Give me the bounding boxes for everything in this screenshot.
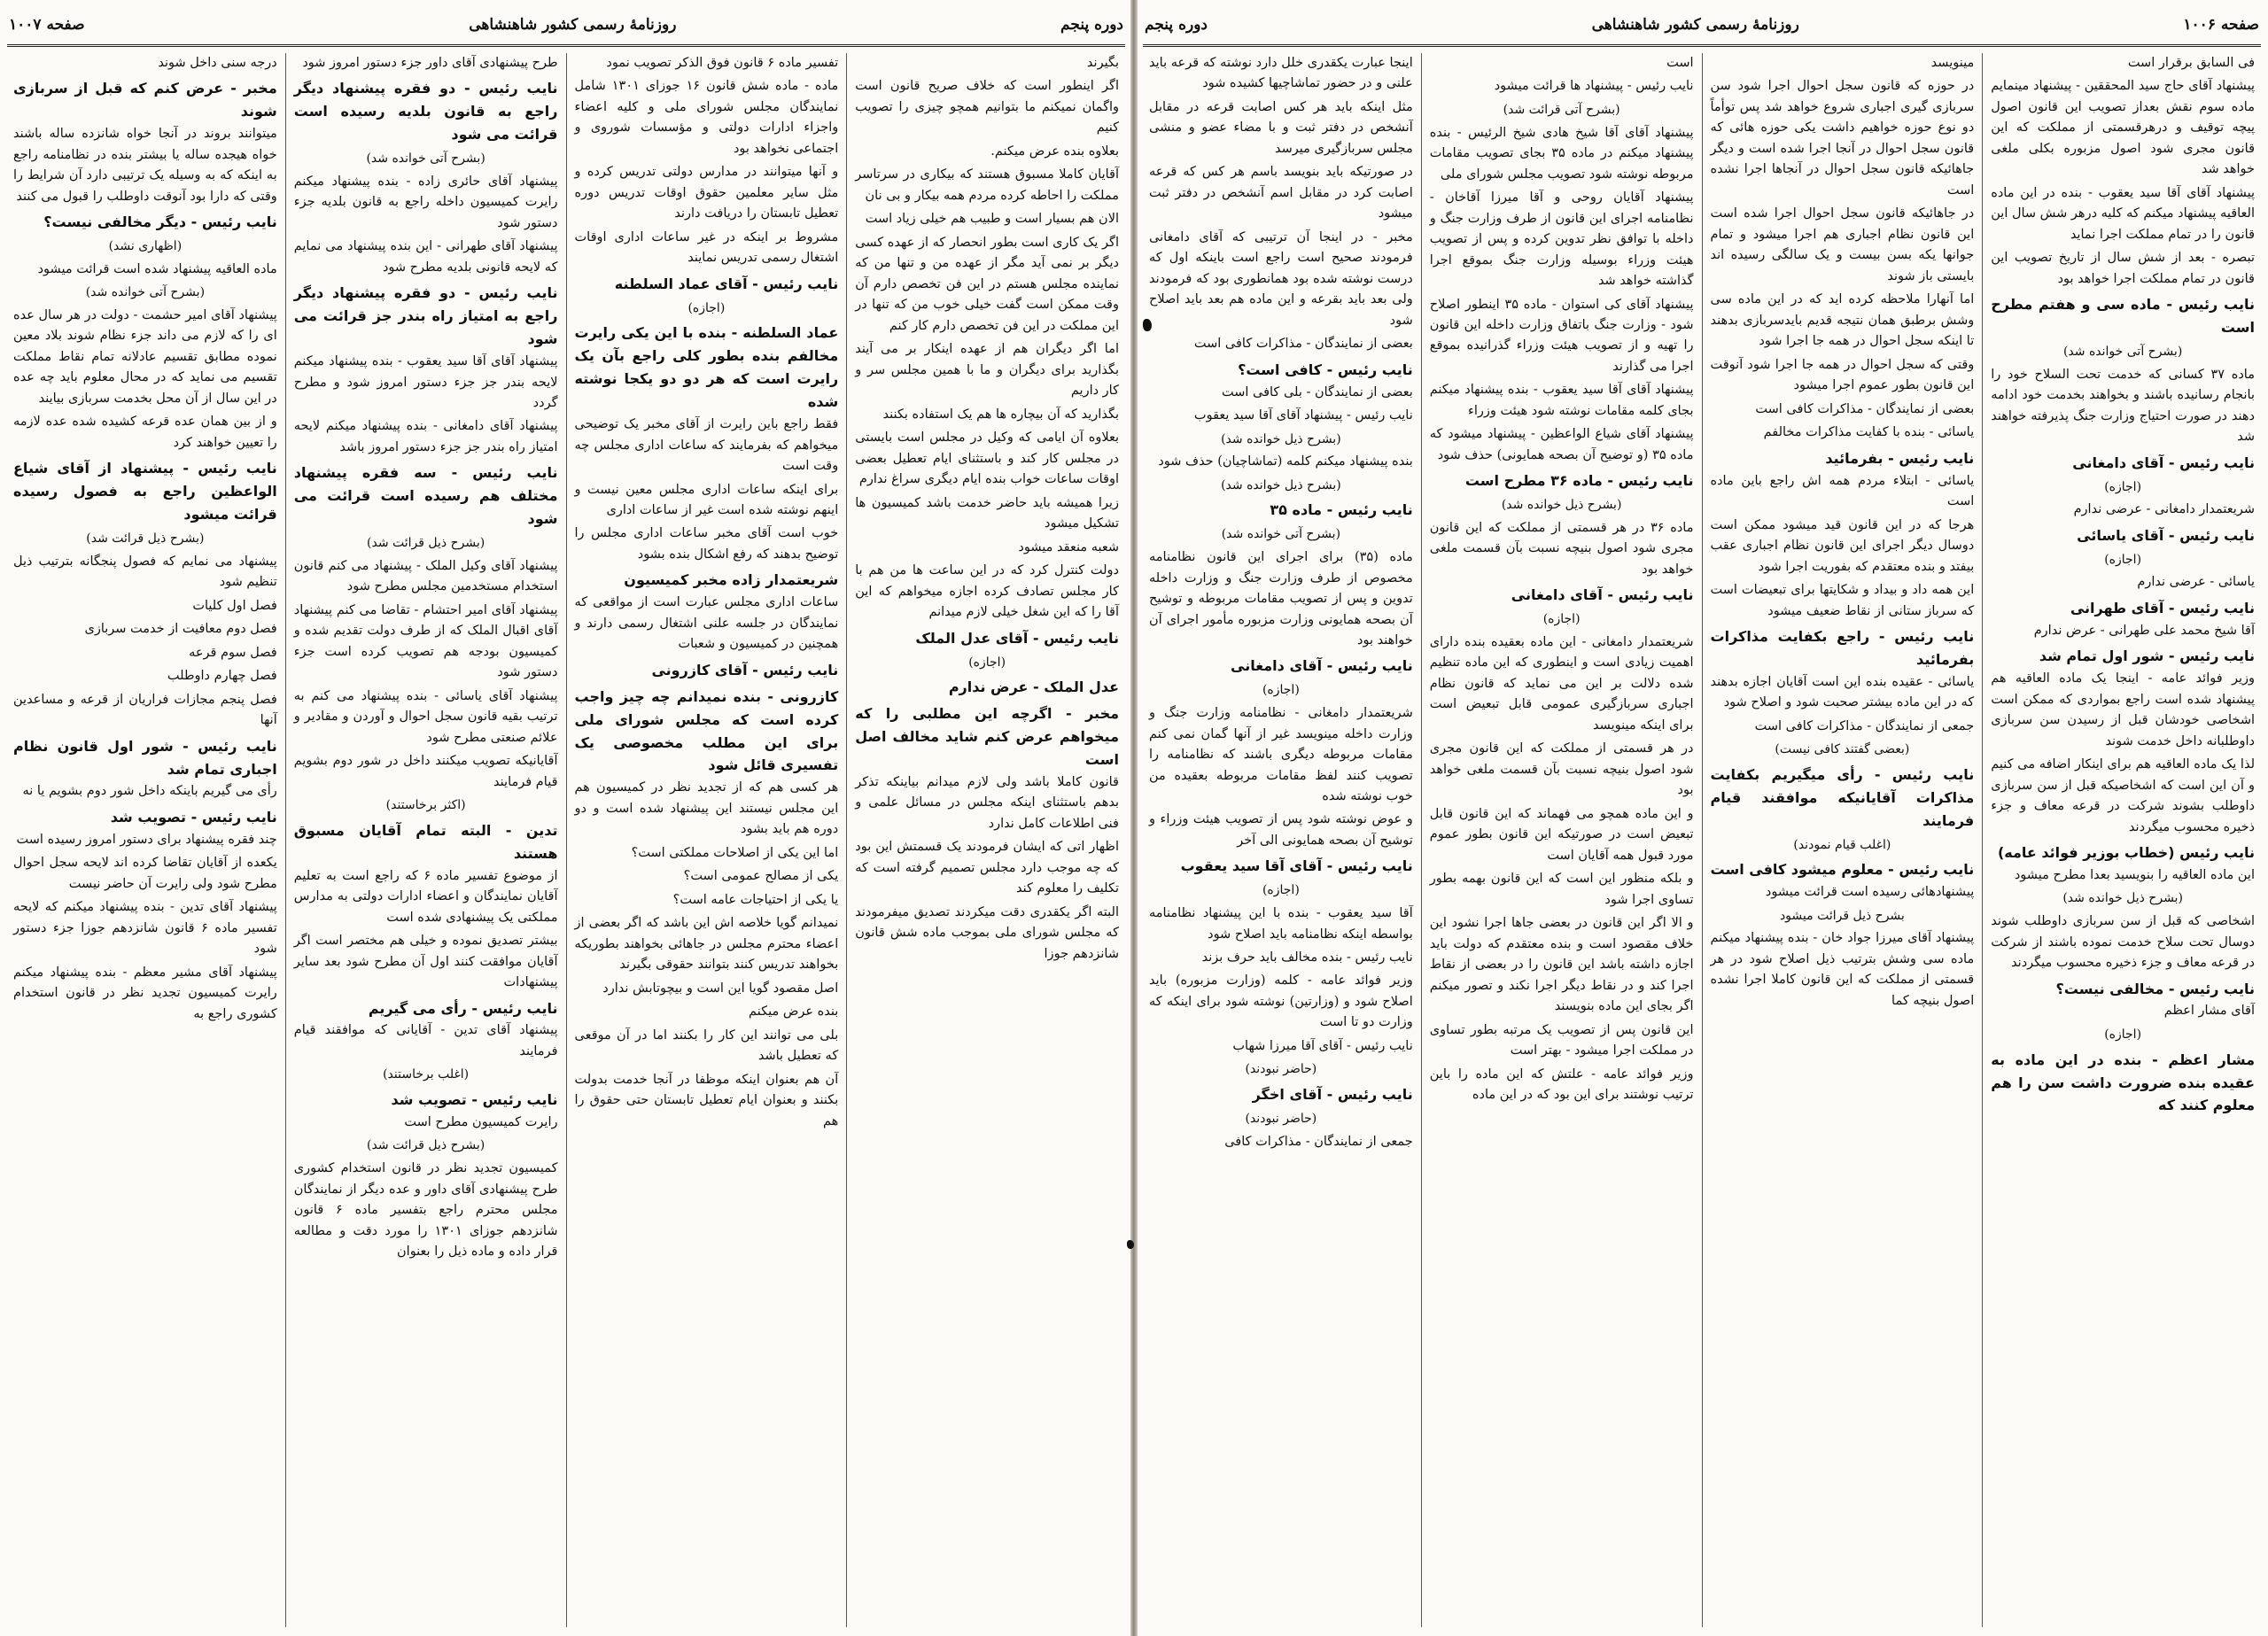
paragraph: و این ماده همچو می فهماند که این قانون قابل تبعیض است در صورتیکه این قانون بطور عموم مورد قبول همه آقایان است	[1429, 806, 1694, 863]
paragraph: در هر قسمتی از مملکت که این قانون مجری شود اصول بنیچه نسبت بآن قسمت ملغی خواهد بود	[1429, 741, 1694, 798]
right-page-number: صفحه ۱۰۰۶	[2183, 16, 2259, 34]
paragraph: یکعده از آقایان تقاضا کرده اند لایحه سجل احوال مطرح شود ولی رایرت آن حاضر نیست	[13, 856, 277, 891]
speaker-heading: نایب رئیس - ماده سی و هفتم مطرح است	[1991, 296, 2255, 337]
procedural-note: (اجازه)	[1262, 883, 1300, 898]
paragraph: فصل اول کلیات	[192, 598, 277, 613]
paragraph: و عوض نوشته شود پس از تصویب هیئت وزراء و توشیح آن بصحه همایونی الی آخر	[1149, 812, 1413, 848]
paragraph: در حوزه که قانون سجل احوال اجرا شود سن سربازی گیری اجباری شروع خواهد شد پس توأماً دو نوع حوزه خواهیم داشت یکی حوزه هائی که قانون سجل احوال در آنجا اجرا شده است و دیگر جاهائیکه قانون سجل احوال در آنجاها اجرا نشده است	[1710, 79, 1975, 198]
paragraph: یاسائی - ابتلاء مردم همه اش راجع باین ماده است	[1710, 473, 1975, 509]
speaker-heading: نایب رئیس - آقای عماد السلطنه	[614, 275, 839, 292]
procedural-note: (بشرح آتی قرائت شد)	[1503, 102, 1620, 117]
left-newspaper-title: روزنامهٔ رسمی کشور شاهنشاهی	[469, 16, 677, 34]
procedural-note: (بشرح ذیل خوانده شد)	[2062, 891, 2183, 906]
right-columns	[1141, 53, 2263, 1627]
paragraph: الان هم بسیار است و طبیب هم خیلی زیاد است	[865, 212, 1119, 227]
speaker-heading: نایب رئیس - آقای طهرانی	[2070, 599, 2255, 616]
paragraph: فصل چهارم داوطلب	[167, 669, 277, 684]
text-column	[1702, 53, 1983, 1627]
paragraph: پیشنهاد آقای شیاع الواعظین - پیشنهاد میشود که ماده ۳۵ (و توضیح آن بصحه همایونی) حذف شود	[1429, 427, 1694, 462]
speaker-heading: شریعتمدار زاده مخبر کمیسیون	[624, 571, 839, 589]
paragraph: پیشنهاد آقای یاسائی - بنده پیشنهاد می کنم به ترتیب بقیه قانون سجل احوال و آوردن و مقادیر و علائم صنعتی مطرح شود	[293, 688, 558, 745]
paragraph: پیشنهاد آقای امیر احتشام - تقاضا می کنم پیشنهاد آقای اقبال الملک که از طرف دولت تقدیم شده و کمیسیون بودجه هم تصویب کرده است جزء دستور شود	[293, 602, 558, 680]
speaker-heading: کازرونی - بنده نمیدانم چه چیز واجب کرده است که مجلس شورای ملی برای این مطلب مخصوصی یک تفسیری قائل شود	[574, 687, 839, 774]
paragraph: پیشنهاد آقای کی استوان - ماده ۳۵ اینطور اصلاح شود - وزارت جنگ باتفاق وزارت داخله این قانون را تهیه و از تصویب هیئت وزراء گذرانیده بموقع اجرا می گذارند	[1429, 297, 1694, 374]
speaker-heading: نایب رئیس - آقای عدل الملک	[915, 629, 1119, 647]
paragraph: پیشنهاد آقای امیر حشمت - دولت در هر سال عده ای را که لازم می داند جزء نظام شوند بلاد معین نموده مطابق تقسیم عادلانه تمام نقاط مملکت تقسیم می نماید که در محال معلوم باید چه عده در این سال از آن محل بخدمت سربازی بیایند	[13, 307, 277, 406]
procedural-note: (بشرح آتی خوانده شد)	[366, 151, 485, 167]
procedural-note: (اغلب برخاستند)	[383, 1067, 470, 1082]
paragraph: پیشنهاد آقای طهرانی - این بنده پیشنهاد می نمایم که لایحه قانونی بلدیه مطرح شود	[293, 239, 558, 275]
paragraph: فصل پنجم مجازات فراریان از قرعه و مساعدین آنها	[13, 692, 277, 728]
paragraph: اما آنهارا ملاحظه کرده اید که در این ماده سی وشش برطبق همان نتیجه قدیم بایدسربازی بدهند تا اینکه سجل احوال در همه جا اجرا شود	[1710, 292, 1975, 349]
speaker-heading: نایب رئیس - رأی میگیریم بکفایت مذاکرات آقایانیکه موافقند قیام فرمایند	[1710, 765, 1975, 829]
paragraph: شریعتمدار دامغانی - نظامنامه وزارت جنگ و وزارت داخله مینویسد غیر از آنها گمان نمی کنم مقامات مربوطه دیگری باشند که نظامنامه را تصویب کنند لفظ مقامات مربوطه بعقیده من خوب نوشته شده	[1149, 706, 1413, 803]
speaker-heading: نایب رئیس - پیشنهاد از آقای شیاع الواعظین راجع به فصول رسیده قرائت میشود	[13, 460, 277, 523]
text-column	[5, 53, 285, 1627]
procedural-note: (بشرح ذیل قرائت شد)	[367, 1138, 485, 1153]
procedural-note: (بعضی گفتند کافی نیست)	[1775, 742, 1910, 757]
paragraph: پیشنهاد آقای آقا سید یعقوب - بنده در این ماده العاقیه پیشنهاد میکنم که کلیه درهر شش سال این قانون را در تمام مملکت اجرا نماید	[1991, 185, 2255, 242]
paragraph: پیشنهاد آقای مشیر معظم - بنده پیشنهاد میکنم رایرت کمیسیون تجدید نظر در قانون استخدام کشوری راجع به	[13, 965, 277, 1021]
paragraph: فصل سوم قرعه	[189, 645, 277, 660]
paragraph: مثل اینکه باید هر کس اصابت قرعه در مقابل آنشخص در دفتر ثبت و با مضاء عضو و منشی مجلس سربازگیری میرسد	[1149, 99, 1413, 156]
speaker-heading: نایب رئیس - دیگر مخالفی نیست؟	[43, 213, 277, 231]
paragraph: پیشنهاد آقایان روحی و آقا میرزا آقاخان - نظامنامه اجرای این قانون از طرف وزارت جنگ و داخله با توافق نظر تدوین کرده و پس از تصویب هیئت وزراء بوسیله وزارت جنگ بموقع اجرا گذاشته خواهد شد	[1429, 190, 1694, 289]
speaker-heading: عدل الملک - عرض ندارم	[948, 678, 1119, 696]
procedural-note: (بشرح ذیل قرائت شد)	[367, 536, 485, 551]
speaker-heading: مخبر - عرض کنم که قبل از سربازی شوند	[13, 80, 277, 120]
paragraph: دولت کنترل کرد که در این ساعت ها من هم با کار مجلس تصادف کرده اجازه میخواهم که این آقا را که این شغل خیلی لازم میدانم	[855, 563, 1119, 620]
paragraph: پیشنهاد آقای تدین - آقایانی که موافقند قیام فرمایند	[293, 1023, 558, 1058]
paragraph: مینویسد	[1930, 56, 1975, 70]
paragraph: پیشنهاد آقای میرزا جواد خان - بنده پیشنهاد میکنم ماده سی وشش بترتیب ذیل اصلاح شود در هر قسمتی از مملکت که این قانون کاملا اجرا نشده اصول بنیچه کما	[1710, 931, 1975, 1008]
left-page-number: صفحه ۱۰۰۷	[9, 16, 85, 34]
left-period-label: دوره پنجم	[1060, 16, 1123, 34]
paragraph: اظهار اتی که ایشان فرمودند یک قسمتش این بود که چه موجب دارد مجلس تصمیم گرفته است که تکلیف را معلوم کند	[855, 840, 1119, 896]
paragraph: اصل مقصود گویا این است و بیچوتابش ندارد	[602, 981, 839, 996]
procedural-note: (اجازه)	[687, 300, 726, 315]
paragraph: فی السابق برقرار است	[2127, 56, 2255, 70]
procedural-note: (بشرح آتی خوانده شد)	[2062, 345, 2183, 360]
paragraph: در جاهائیکه قانون سجل احوال اجرا شده است این قانون نظام اجباری هم اجرا میشود و تمام جوانها یکه بسن بیست و یک سالگی رسیده اند بایستی باز شوند	[1710, 206, 1975, 283]
paragraph: این همه داد و بیداد و شکایتها برای تبعیضات است که سرباز ستانی از نقاط ضعیف میشود	[1710, 583, 1975, 618]
paragraph: نایب رئیس - پیشنهاد آقای آقا سید یعقوب	[1193, 408, 1413, 423]
paragraph: خوب است آقای مخبر ساعات اداری مجلس را توضیح بدهند که رفع اشکال بنده بشود	[574, 526, 839, 562]
paragraph: مخبر - در اینجا آن ترتیبی که آقای دامغانی فرمودند صحیح است راجع است باینکه اول که درست نوشته شده بود همانطوری بود که فرمودند ولی بعد باید بقرعه و این ماده هم بعد باید اصلاح شود	[1149, 229, 1413, 328]
paragraph: پیشنهاد آقای آقا سید یعقوب - بنده پیشنهاد میکنم لایحه بندر جز جزء دستور امروز شود و مطرح گردد	[293, 354, 558, 410]
speaker-heading: نایب رئیس - ماده ۳۵	[1270, 501, 1413, 519]
speaker-heading: نایب رئیس - بفرمائید	[1825, 449, 1975, 467]
paragraph: ماده العاقیه پیشنهاد شده است قرائت میشود	[37, 261, 277, 276]
paragraph: ساعات اداری مجلس عبارت است از مواقعی که نمایندگان در جلسه علنی اشتغال رسمی دارند و همچنین در کمیسیون و شعبات	[574, 595, 839, 652]
paragraph: و از بین همان عده قرعه کشیده شده عده لازمه را تعیین خواهند کرد	[13, 415, 277, 450]
text-column	[846, 53, 1127, 1627]
paragraph: اما این یکی از اصلاحات مملکتی است؟	[631, 845, 839, 860]
speaker-heading: نایب رئیس - شور اول تمام شد	[2039, 647, 2255, 665]
ink-blot-mark	[1143, 319, 1152, 331]
paragraph: وقتی که سجل احوال در همه جا اجرا شود آنوقت این قانون بطور عموم اجرا میشود	[1710, 357, 1975, 393]
paragraph: ماده ۳۷ کسانی که خدمت تحت السلاح خود را بانجام رسانیده باشند و بخواهند بخدمت خود ادامه دهند در صورت احتیاج وزارت جنگ پذیرفته خواهند شد	[1991, 367, 2255, 445]
left-page	[0, 0, 1132, 1636]
paragraph: اینجا عبارت یکقدری خلل دارد نوشته که قرعه باید علنی و در حضور تماشاچیها کشیده شود	[1149, 56, 1413, 91]
paragraph: تبصره - بعد از شش سال از تاریخ تصویب این قانون در تمام مملکت اجرا خواهد بود	[1991, 251, 2255, 286]
paragraph: است	[1666, 56, 1694, 70]
paragraph: لذا یک ماده العاقیه هم برای اینکار اضافه می کنیم و آن این است که اشخاصیکه قبل از سن سربازی داوطلب بشوند شرکت در قرعه معاف و جزء ذخیره محسوب میگردند	[1991, 757, 2255, 834]
paragraph: شعبه منعقد میشود	[1018, 539, 1119, 554]
paragraph: جمعی از نمایندگان - مذاکرات کافی است	[1754, 718, 1975, 733]
paragraph: یا یکی از احتیاجات عامه است؟	[672, 892, 839, 907]
paragraph: هر کسی هم که از تجدید نظر در کمیسیون هم این مجلس نیستند این پیشنهاد شده است و دو دوره هم باید بشود	[574, 780, 839, 837]
paragraph: مشروط بر اینکه در غیر ساعات اداری اوقات اشتغال رسمی تدریس نمایند	[574, 229, 839, 266]
paragraph: پیشنهاد آقای حائری زاده - بنده پیشنهاد میکنم رایرت کمیسیون داخله راجع به قانون بلدیه جزء دستور شود	[293, 174, 558, 230]
paragraph: و الا اگر این قانون در بعضی جاها اجرا نشود این خلاف مقصود است و بنده معتقدم که دولت باید اجازه داشته باشد این قانون را در بعضی از نقاط اجرا کند و در نقاط دیگر اجرا نکند و تصور میکنم اگر بجای این ماده بنویسند	[1429, 916, 1694, 1014]
paragraph: فقط راجع باین رایرت از آقای مخبر یک توضیحی میخواهم که بفرمایند که ساعات اداری مجلس چه وقت است	[574, 417, 839, 474]
procedural-note: (اجازه)	[968, 655, 1006, 670]
right-header-rule	[1143, 44, 2261, 47]
right-page-header	[1145, 7, 2259, 43]
paragraph: وزیر فوائد عامه - کلمه (وزارت مزبوره) باید اصلاح شود و (وزارتین) نوشته شود برای اینکه که وزارت دو تا است	[1149, 973, 1413, 1030]
paragraph: البته اگر یکقدری دقت میکردند تصدیق میفرمودند که مجلس شورای ملی بموجب ماده شش قانون شانزدهم جوزا	[855, 904, 1119, 961]
paragraph: نمیدانم گویا خلاصه اش این باشد که اگر بعضی از اعضاء محترم مجلس در جاهائی بخواهند بطوریکه بخواهند تدریس کنند بتوانند حقوقی بگیرند	[574, 916, 839, 973]
paragraph: هرجا که در این قانون قید میشود ممکن است دوسال دیگر اجرای این قانون نظام اجباری عقب بیفتد و بنده معتقدم که بفوریت اجرا شود	[1710, 517, 1975, 574]
paragraph: رأی می گیریم باینکه داخل شور دوم بشویم یا نه	[22, 784, 277, 799]
paragraph: پیشنهاد آقای دامغانی - بنده پیشنهاد میکنم لایحه امتیاز راه بندر جز جزء دستور امروز باشد	[293, 419, 558, 454]
speaker-heading: نایب رئیس - آقای آقا سید یعقوب	[1180, 857, 1413, 875]
speaker-heading: نایب رئیس - دو فقره پیشنهاد دیگر راجع به امتیاز راه بندر جز قرائت می شود	[293, 284, 558, 348]
paragraph: این قانون پس از تصویب یک مرتبه بطور تساوی در مملکت اجرا میشود - بهتر است	[1429, 1022, 1694, 1058]
procedural-note: (اجازه)	[1542, 612, 1581, 627]
speaker-heading: نایب رئیس - شور اول قانون نظام اجباری تمام شد	[13, 737, 277, 778]
procedural-note: (اجازه)	[2104, 479, 2142, 494]
paragraph: بنده پیشنهاد میکنم کلمه (تماشاچیان) حذف شود	[1158, 454, 1413, 469]
right-page	[1136, 0, 2268, 1636]
speaker-heading: نایب رئیس - آقای اخگر	[1252, 1086, 1413, 1104]
speaker-heading: نایب رئیس - راجع بکفایت مذاکرات بفرمائید	[1710, 628, 1975, 668]
paragraph: قانون کاملا باشد ولی لازم میدانم بیاینکه تذکر بدهم باستثنای اینکه مجلس در مسائل علمی و فنی اطلاعات کامل ندارد	[855, 774, 1119, 831]
paragraph: زیرا همیشه باید حاضر خدمت باشد کمیسیون ها تشکیل میشود	[855, 495, 1119, 531]
paragraph: پیشنهاد می نمایم که فصول پنجگانه بترتیب ذیل تنظیم شود	[13, 554, 277, 590]
procedural-note: (اغلب قیام نمودند)	[1793, 837, 1891, 852]
paragraph: چند فقره پیشنهاد برای دستور امروز رسیده است	[16, 832, 277, 847]
text-column	[1421, 53, 1702, 1627]
paragraph: پیشنهادهائی رسیده است قرائت میشود	[1765, 885, 1975, 900]
speaker-heading: نایب رئیس - دو فقره پیشنهاد دیگر راجع به قانون بلدیه رسیده است قرائت می شود	[293, 80, 558, 143]
text-column	[285, 53, 566, 1627]
paragraph: ماده ۳۶ در هر قسمتی از مملکت که این قانون مجری شود اصول بنیچه نسبت بآن قسمت ملغی خواهد بود	[1429, 520, 1694, 577]
procedural-note: (بشرح ذیل خوانده شد)	[1501, 498, 1622, 513]
procedural-note: (بشرح آتی خوانده شد)	[1221, 527, 1341, 542]
paragraph: کمیسیون تجدید نظر در قانون استخدام کشوری طرح پیشنهادی آقای داور و عده دیگر از نمایندگان مجلس محترم راجع بتفسیر ماده ۶ قانون شانزدهم جوزای ۱۳۰۱ را مورد دقت و مطالعه قرار داده و ماده ذیل را بعنوان	[293, 1161, 558, 1260]
paragraph: ماده - ماده شش قانون ۱۶ جوزای ۱۳۰۱ شامل نمایندگان مجلس شورای ملی و کلیه اعضاء واجزاء ادارات دولتی و مؤسسات شوروی و اجتماعی نخواهد بود	[574, 79, 839, 156]
text-column	[1982, 53, 2263, 1627]
paragraph: اگر یک کاری است بطور انحصار که از عهده کسی دیگر بر نمی آید مگر از عهده من و تنها من که نماینده مجلس هستم در این فن تخصص دارم آن وقت ممکن است گفت خیلی خوب من که تنها در این مملکت در این فن تخصص دارم کار کنم	[855, 235, 1119, 333]
paragraph: نایب رئیس - بنده مخالف باید حرف بزند	[1201, 950, 1413, 965]
paragraph: پیشنهاد آقای حاج سید المحققین - پیشنهاد مینمایم ماده سوم نقش بعداز تصویب این قانون اصول پیچه توقیف و درهرقسمتی از مملکت که این قانون مجری شود اصول مزبوره بکلی ملغی خواهد شد	[1991, 79, 2255, 177]
paragraph: آقا سید یعقوب - بنده با این پیشنهاد نظامنامه بواسطه اینکه نظامنامه باید اصلاح شود	[1149, 906, 1413, 942]
procedural-note: بشرح ذیل قرائت میشود	[1779, 908, 1905, 923]
text-column	[1141, 53, 1421, 1627]
paragraph: شریعتمدار دامغانی - این ماده بعقیده بنده دارای اهمیت زیادی است و اینطوری که این ماده تنظیم شده دلالت بر این می نماید که قانون نظام اجباری سربازگیری عمومی قابل تبعیض است برای اینکه مینویسد	[1429, 635, 1694, 733]
text-column	[566, 53, 847, 1627]
paragraph: پیشنهاد آقای آقا شیخ هادی شیخ الرئیس - بنده پیشنهاد میکنم در ماده ۳۵ بجای تصویب مقامات مربوطه نوشته شود تصویب مجلس شورای ملی	[1429, 125, 1694, 182]
paragraph: آقایانیکه تصویب میکنند داخل در شور دوم بشویم قیام فرمایند	[293, 754, 558, 789]
procedural-note: (حاضر نبودند)	[1245, 1112, 1317, 1126]
paragraph: و بلکه منظور این است که این قانون بهمه بطور تساوی اجرا شود	[1429, 872, 1694, 907]
procedural-note: (بشرح ذیل قرائت شد)	[86, 531, 205, 547]
paragraph: نایب رئیس - آقای آقا میرزا شهاب	[1232, 1038, 1413, 1053]
left-header-rule	[7, 44, 1125, 47]
speaker-heading: تدین - البته تمام آقایان مسبوق هستند	[293, 821, 558, 862]
paragraph: تفسیر ماده ۶ قانون فوق الذکر تصویب نمود	[606, 56, 839, 70]
procedural-note: (بشرح ذیل خوانده شد)	[1221, 477, 1341, 492]
speaker-heading: نایب رئیس - آقای دامغانی	[1511, 586, 1694, 604]
procedural-note: (اجازه)	[2104, 552, 2142, 567]
paragraph: یاسائی - عقیده بنده این است آقایان اجازه بدهند که در این ماده بیشتر صحبت شود و اصلاح شود	[1710, 674, 1975, 710]
paragraph: بلی می توانند این کار را بکنند اما در آن موقعی که تعطیل باشد	[574, 1027, 839, 1064]
paragraph: یکی از مصالح عمومی است؟	[683, 869, 839, 884]
paragraph: بعضی از نمایندگان - مذاکرات کافی است	[1755, 401, 1975, 416]
procedural-note: (بشرح آتی خوانده شد)	[85, 285, 206, 300]
paragraph: بنده عرض میکنم	[749, 1004, 839, 1020]
paragraph: ماده (۳۵) برای اجرای این قانون نظامنامه مخصوص از طرف وزارت جنگ و وزارت داخله تدوین و پس از تصویب مقامات مربوطه و توشیح آن بصحه همایونی وزارت مزبوره مأمور اجرای آن خواهند بود	[1149, 550, 1413, 647]
paragraph: این ماده العاقیه را بنویسید بعدا مطرح میشود	[2014, 867, 2255, 882]
paragraph: آن هم بعنوان اینکه موظفا در آنجا خدمت بدولت بکنند و بعنوان ایام تعطیل تابستان حتی حقوق را هم	[574, 1072, 839, 1128]
speaker-heading: نایب رئیس - معلوم میشود کافی است	[1710, 861, 1975, 879]
speaker-heading: نایب رئیس - رأی می گیریم	[368, 999, 558, 1017]
procedural-note: (اکثر برخاستند)	[385, 798, 466, 813]
paragraph: برای اینکه ساعات اداری مجلس معین نیست و اینهم نوشته شده است غیر از ساعات اداری	[574, 482, 839, 517]
procedural-note: (حاضر نبودند)	[1245, 1062, 1317, 1077]
paragraph: جمعی از نمایندگان - مذاکرات کافی	[1224, 1134, 1413, 1149]
paragraph: بیشتر تصدیق نموده و خیلی هم مختصر است اگر آقایان موافقت کنند اول آن مطرح شود بعد سایر پیشنهادات	[293, 934, 558, 990]
left-page-header	[9, 7, 1123, 43]
paragraph: بعلاوه بنده عرض میکنم.	[990, 143, 1119, 159]
speaker-heading: عماد السلطنه - بنده با این یکی رایرت مخالفم بنده بطور کلی راجع بآن یک رایرت است که هر دو دو یکجا نوشته شده	[574, 324, 839, 411]
procedural-note: (اظهاری نشد)	[108, 239, 183, 254]
paragraph: بعضی از نمایندگان - بلی کافی است	[1221, 384, 1413, 399]
paragraph: درجه سنی داخل شوند	[158, 56, 277, 70]
paragraph: و آنها میتوانند در مدارس دولتی تدریس کرده و مثل سایر معلمین حقوق اوقات تدریس دوره تعطیل تابستان را دریافت دارند	[574, 165, 839, 221]
paragraph: پیشنهاد آقای تدین - بنده پیشنهاد میکنم که لایحه تفسیر ماده ۶ قانون شانزدهم جوزا جزء دستور شود	[13, 900, 277, 957]
left-columns	[5, 53, 1127, 1627]
procedural-note: (اجازه)	[2104, 1027, 2142, 1042]
paragraph: بعلاوه آن ایامی که وکیل در مجلس است بایستی در مجلس کار کند و باستثنای ایام تعطیل بعضی اوقات ساعات خواب بنده ایام دیگری سراغ ندارم	[855, 430, 1119, 487]
paragraph: پیشنهاد آقای آقا سید یعقوب - بنده پیشنهاد میکنم بجای کلمه مقامات نوشته شود هیئت وزراء	[1429, 383, 1694, 418]
right-newspaper-title: روزنامهٔ رسمی کشور شاهنشاهی	[1591, 16, 1799, 34]
speaker-heading: نایب رئیس - آقای یاسائی	[2077, 526, 2255, 544]
paragraph: نایب رئیس - پیشنهاد ها قرائت میشود	[1494, 79, 1694, 94]
speaker-heading: نایب رئیس - تصویب شد	[110, 808, 277, 826]
speaker-heading: مخبر - اگرچه این مطلبی را که میخواهم عرض کنم شاید مخالف اصل است	[855, 705, 1119, 768]
paragraph: اگر اینطور است که خلاف صریح قانون است واگمان نمیکنم ما بتوانیم همچو چیزی را تصویب کنیم	[855, 79, 1119, 136]
paragraph: رایرت کمیسیون مطرح است	[404, 1115, 558, 1129]
paragraph: پیشنهاد آقای وکیل الملک - پیشنهاد می کنم قانون استخدام مستخدمین مجلس مطرح شود	[293, 558, 558, 594]
procedural-note: (بشرح ذیل خوانده شد)	[1221, 431, 1341, 446]
paragraph: طرح پیشنهادی آقای داور جزء دستور امروز شود	[302, 56, 558, 70]
paragraph: از موضوع تفسیر ماده ۶ که راجع است به تعلیم آقایان نمایندگان و اعضاء ادارات دولتی به مدارس مملکتی یک پیشنهادی شده است	[293, 868, 558, 925]
paragraph: فصل دوم معافیت از خدمت سربازی	[84, 622, 277, 637]
speaker-heading: نایب رئیس - آقای دامغانی	[1231, 657, 1413, 675]
speaker-heading: نایب رئیس - مخالفی نیست؟	[2055, 980, 2255, 997]
ink-blot-mark	[1127, 1240, 1134, 1249]
paragraph: آقایان کاملا مسبوق هستند که بیکاری در سرتاسر مملکت را احاطه کرده مردم همه بیکار و بی نان	[855, 167, 1119, 203]
paragraph: بگذارید که آن بیچاره ها هم یک استفاده بکنند	[882, 407, 1119, 422]
procedural-note: (اجازه)	[1262, 683, 1300, 698]
paragraph: یاسائی - بنده با کفایت مذاکرات مخالفم	[1763, 425, 1975, 440]
paragraph: آقا شیخ محمد علی طهرانی - عرض ندارم	[2033, 623, 2255, 638]
paragraph: بگیرند	[1086, 56, 1119, 70]
paragraph: میتوانند بروند در آنجا خواه شانزده ساله باشند خواه هیجده ساله یا بیشتر بنده در نظامنامه راجع به اینکه که به وسیله یک ترتیبی دارد آن شرایط را وقتی که دارا بود آنوقت داوطلب را قبول می کنند	[13, 127, 277, 204]
speaker-heading: نایب رئیس - آقای دامغانی	[2072, 454, 2255, 471]
speaker-heading: نایب رئیس - آقای کازرونی	[651, 661, 839, 678]
paragraph: اما اگر دیگران هم از عهده اینکار بر می آیند بگذارید برای دیگران و ما با همین مجلس سر و کار داریم	[855, 342, 1119, 399]
paragraph: بعضی از نمایندگان - مذاکرات کافی است	[1193, 337, 1413, 352]
speaker-heading: نایب رئیس - ماده ۳۶ مطرح است	[1464, 472, 1694, 490]
speaker-heading: نایب رئیس (خطاب بوزیر فوائد عامه)	[1997, 844, 2255, 862]
speaker-heading: مشار اعظم - بنده در این ماده به عقیده بنده ضرورت داشت سن را هم معلوم کنند که	[1991, 1051, 2255, 1114]
paragraph: یاسائی - عرضی ندارم	[2137, 575, 2255, 590]
paragraph: آقای مشار اعظم	[2163, 1004, 2255, 1019]
paragraph: شریعتمدار دامغانی - عرضی ندارم	[2073, 502, 2255, 517]
right-period-label: دوره پنجم	[1145, 16, 1208, 34]
paragraph: وزیر فوائد عامه - علتش که این ماده را باین ترتیب نوشتند برای این بود که در این ماده	[1429, 1066, 1694, 1103]
paragraph: اشخاصی که قبل از سن سربازی داوطلب شوند دوسال تحت سلاح خدمت نموده باشند از شرکت در قرعه معاف و جزء ذخیره محسوب میگردند	[1991, 914, 2255, 971]
speaker-heading: نایب رئیس - کافی است؟	[1238, 361, 1413, 378]
paragraph: در صورتیکه باید بنویسد باسم هر کس که قرعه اصابت کرد در مقابل اسم آنشخص در دفتر ثبت میشود	[1149, 165, 1413, 221]
speaker-heading: نایب رئیس - تصویب شد	[391, 1091, 558, 1109]
speaker-heading: نایب رئیس - سه فقره پیشنهاد مختلف هم رسیده است قرائت می شود	[293, 464, 558, 528]
paragraph: وزیر فوائد عامه - اینجا یک ماده العاقیه هم پیشنهاد شده است راجع بمواردی که ممکن است اشخاصی خودشان قبل از رسیدن سن سربازی داوطلبانه داخل خدمت شوند	[1991, 671, 2255, 748]
